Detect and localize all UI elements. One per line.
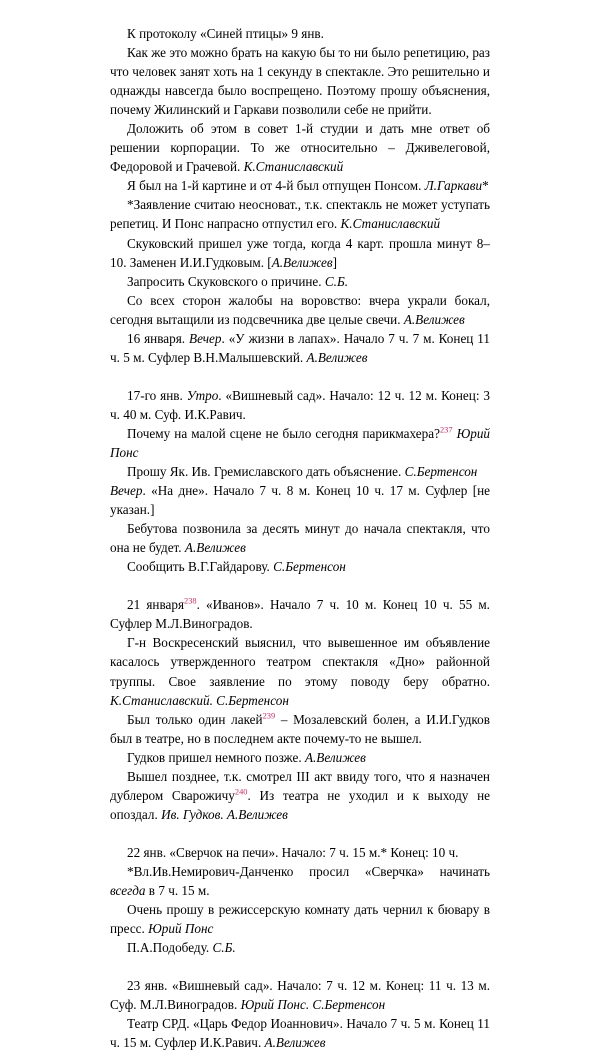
signature-italic: Ив. Гудков. А.Велижев — [161, 806, 288, 822]
text-run: Прошу Як. Ив. Гремиславского дать объяснение. — [127, 464, 405, 480]
paragraph-skukovskiy-prishel-uzhe-togda — [110, 234, 490, 272]
paragraph-p-a-podobedu — [110, 938, 490, 957]
paragraph-soobshchit-gaydarovu — [110, 557, 490, 576]
signature-italic: А.Велижев — [184, 540, 246, 556]
paragraph-spacer — [110, 957, 490, 976]
signature-italic: А.Велижев — [403, 311, 465, 327]
paragraph-spacer — [110, 824, 490, 843]
paragraph-voskresenskiy-vyyasnil — [110, 633, 490, 709]
text-run: Запросить Скуковского о причине. — [127, 273, 325, 289]
text-run: Бебутова позвонила за десять минут до начала спектакля, что она не будет. — [110, 521, 490, 556]
paragraph-byl-tolko-odin-lakey — [110, 710, 490, 748]
paragraph-ochen-proshu-chernil-k-byuvaru — [110, 900, 490, 938]
signature-italic: С.Б. — [324, 273, 349, 289]
paragraph-vecher-na-dne — [110, 481, 490, 519]
text-run: Со всех сторон жалобы на воровство: вчера украли бокал, сегодня вытащили из подсвечника две целые свечи. — [110, 292, 490, 327]
text-run: Доложить об этом в совет 1-й студии и дать мне ответ об решении корпорации. То же относительно – Дживелеговой, Федоровой и Грачевой. — [110, 121, 490, 175]
text-run: П.А.Подобеду. — [127, 940, 213, 956]
paragraph-17-go-yanv-vishnevyy-sad — [110, 386, 490, 424]
paragraph-kak-zhe-eto-mozhno — [110, 43, 490, 119]
paragraph-dolozhit-v-sovet-studii — [110, 119, 490, 176]
paragraph-spacer — [110, 367, 490, 386]
footnote-marker[interactable]: 238 — [184, 596, 197, 606]
footnote-marker[interactable]: 237 — [439, 425, 453, 435]
text-run: Г-н Воскресенский выяснил, что вывешенное им объявление касалось утвержденного театром спектакля «Дно» районной труппы. Свое заявление по этому поводу беру обратно. — [110, 635, 490, 689]
text-run: . «У жизни в лапах». Начало 7 ч. 7 м. Конец 11 ч. 5 м. Суфлер В.Н.Малышевский. — [110, 330, 490, 365]
text-run: . «Иванов». Начало 7 ч. 10 м. Конец 10 ч. 55 м. Суфлер М.Л.Виноградов. — [110, 597, 490, 632]
text-run: 17-го янв. — [127, 387, 187, 403]
text-run: Театр СРД. «Царь Федор Иоаннович». Начало 7 ч. 5 м. Конец 11 ч. 15 м. Суфлер И.К.Равич. — [110, 1016, 490, 1051]
paragraph-nemirovich-danchenko-sverchka — [110, 862, 490, 900]
paragraph-zayavlenie-schitayu-neosnovat — [110, 195, 490, 233]
paragraph-protokol-siney-ptitsy — [110, 24, 490, 43]
paragraph-vyshel-pozdnee-dubler-svarozhichu — [110, 767, 490, 824]
paragraph-16-yanvarya-u-zhizni-v-lapah — [110, 329, 490, 367]
text-run: 21 января — [127, 597, 185, 613]
signature-italic: Юрий Понс — [110, 425, 491, 460]
text-run: *Заявление считаю неосноват., т.к. спектакль не может уступать репетиц. И Понс напрасно отпустил его. — [110, 197, 490, 232]
text-run: Гудков пришел немного позже. — [127, 749, 305, 765]
paragraph-ya-byl-na-1-y-kartine — [110, 176, 490, 195]
text-run: . «Вишневый сад». Начало: 12 ч. 12 м. Конец: 3 ч. 40 м. Суф. И.К.Равич. — [110, 387, 490, 422]
signature-italic: К.Станиславский — [243, 159, 344, 175]
paragraph-teatr-srd-tsar-fedor-ioannovich — [110, 1014, 490, 1052]
paragraph-proshu-gremislavskogo-dat-obyasnenie — [110, 462, 490, 481]
footnote-marker[interactable]: 239 — [262, 711, 276, 721]
text-run: Скуковский пришел уже тогда, когда 4 карт. прошла минут 8–10. Заменен И.И.Гудковым. [ — [110, 235, 490, 270]
signature-italic: всегда — [110, 882, 146, 898]
text-run: К протоколу «Синей птицы» 9 янв. — [127, 26, 324, 41]
text-run: . «На дне». Начало 7 ч. 8 м. Конец 10 ч. 17 м. Суфлер [не указан.] — [110, 483, 490, 518]
document-body — [110, 24, 490, 1052]
signature-italic: А.Велижев — [271, 254, 333, 270]
text-run: Вышел позднее, т.к. смотрел III акт ввиду того, что я назначен дублером Сварожичу — [110, 768, 490, 803]
signature-italic: К.Станиславский — [340, 216, 441, 232]
paragraph-gudkov-prishel-nemnogo-pozzhe — [110, 748, 490, 767]
text-run: 16 января. — [127, 330, 190, 346]
signature-italic: А.Велижев — [306, 349, 368, 365]
paragraph-spacer — [110, 576, 490, 595]
signature-italic: А.Велижев — [264, 1035, 326, 1051]
text-run: * — [482, 178, 489, 194]
signature-italic: Вечер — [110, 483, 143, 499]
signature-italic: Утро — [186, 387, 219, 403]
signature-italic: Юрий Понс — [148, 921, 214, 937]
signature-italic: К.Станиславский. С.Бертенсон — [110, 692, 289, 708]
signature-italic: С.Бертенсон — [404, 464, 478, 480]
text-run: в 7 ч. 15 м. — [145, 882, 210, 898]
paragraph-so-vseh-storon-zhaloby-na-vorovstvo — [110, 291, 490, 329]
paragraph-23-yanv-vishnevyy-sad — [110, 976, 490, 1014]
signature-italic: Юрий Понс. С.Бертенсон — [240, 997, 386, 1013]
footnote-marker[interactable]: 240 — [234, 787, 248, 797]
text-run: Как же это можно брать на какую бы то ни было репетицию, раз что человек занят хоть на 1 секунду в спектакле. Это решительно и однажды навсегда было воспрещено. Поэтому прошу объяснения, почему Жилинский и Гаркави позволили себе не прийти. — [110, 45, 490, 118]
text-run: . Из театра не уходил и к выходу не опоздал. — [110, 787, 490, 822]
paragraph-bebutova-pozvonila — [110, 519, 490, 557]
paragraph-pochemu-na-maloy-stsene-parikmahera — [110, 424, 490, 462]
text-run: 22 янв. «Сверчок на печи». Начало: 7 ч. 15 м.* Конец: 10 ч. — [127, 844, 459, 860]
text-run: Очень прошу в режиссерскую комнату дать чернил к бювару в пресс. — [110, 902, 490, 937]
paragraph-22-yanv-sverchok-na-pechi — [110, 843, 490, 862]
text-run: Сообщить В.Г.Гайдарову. — [127, 559, 274, 575]
text-run: Я был на 1-й картине и от 4-й был отпущен Понсом. — [127, 178, 425, 194]
signature-italic: С.Б. — [212, 940, 236, 956]
signature-italic: С.Бертенсон — [273, 559, 346, 575]
text-run: ] — [332, 254, 338, 270]
text-run: 23 янв. «Вишневый сад». Начало: 7 ч. 12 м. Конец: 11 ч. 13 м. Суф. М.Л.Виноградов. — [110, 978, 490, 1013]
signature-italic: Л.Гаркави — [424, 178, 483, 194]
text-run: – Мозалевский болен, а И.И.Гудков был в театре, но в последнем акте почему-то не вышел. — [110, 711, 490, 746]
text-run: *Вл.Ив.Немирович-Данченко просил «Сверчка» начинать — [127, 863, 490, 879]
text-run: Почему на малой сцене не было сегодня парикмахера? — [127, 425, 440, 441]
text-run: Был только один лакей — [127, 711, 263, 727]
paragraph-zaprosit-skukovskogo-o-prichine — [110, 272, 490, 291]
signature-italic: Вечер — [189, 330, 222, 346]
signature-italic: А.Велижев — [304, 749, 366, 765]
paragraph-21-yanvarya-ivanov — [110, 595, 490, 633]
